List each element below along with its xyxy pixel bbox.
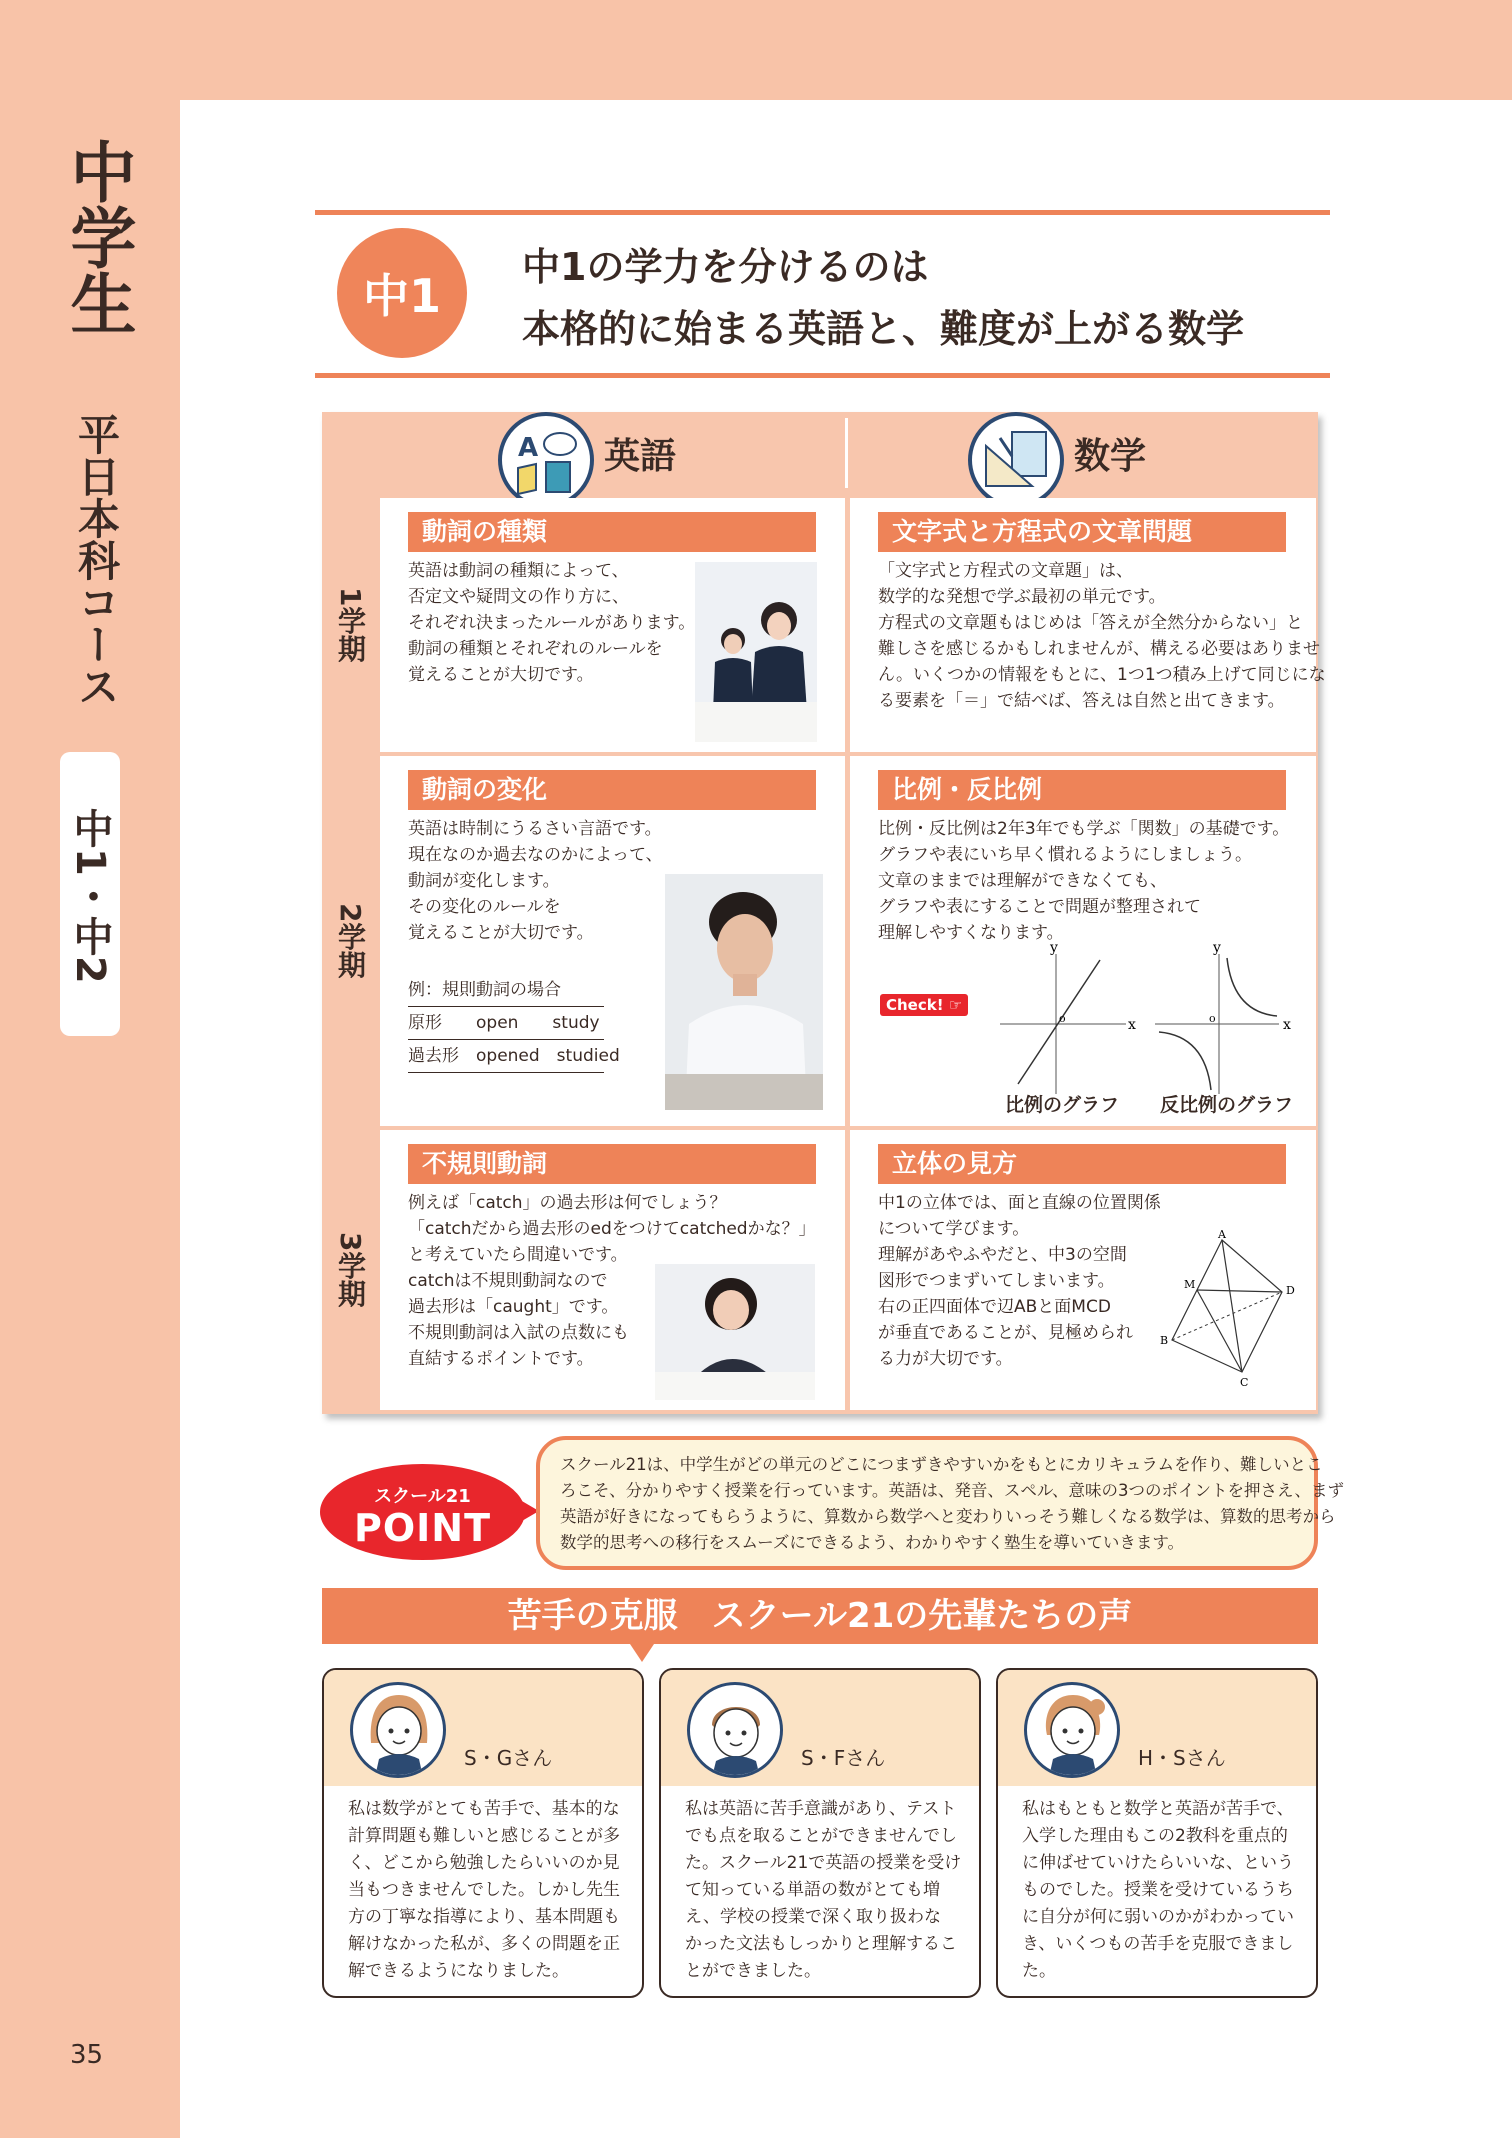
math-heading (968, 412, 1146, 494)
verb-row-past: 過去形 opened studied (408, 1040, 604, 1073)
vertex-c: C (1240, 1376, 1249, 1389)
graph2-origin: o (1209, 1012, 1216, 1025)
english-term1-cell (380, 498, 845, 752)
curriculum-table (322, 412, 1326, 1414)
english-term2-cell (380, 756, 845, 1126)
header-title-line2: 本格的に始まる英語と、難度が上がる数学 (522, 307, 1245, 351)
voice-card-header (324, 1670, 642, 1786)
graph1-origin: o (1059, 1012, 1066, 1025)
girl-avatar-icon (350, 1682, 446, 1778)
graph1-caption: 比例のグラフ (1005, 1094, 1120, 1116)
svg-text:A: A (518, 433, 539, 463)
math-term3-text: 中1の立体では、面と直線の位置関係 について学びます。 理解があやふやだと、中3の空間 図形でつまずいてしまいます。 右の正四面体で辺ABと面MCD が垂直であることが、見極められ る力が大切です。 (878, 1193, 1161, 1369)
english-term3-title: 不規則動詞 (408, 1144, 816, 1184)
english-heading (498, 412, 676, 494)
math-term3-cell (850, 1130, 1316, 1410)
english-term3-cell (380, 1130, 845, 1410)
math-term2-text: 比例・反比例は2年3年でも学ぶ「関数」の基礎です。 グラフや表にいち早く慣れるようにしましょう。 文章のままでは理解ができなくても、 グラフや表にすることで問題が整理されて 理解しやすくなります。 (878, 819, 1290, 943)
voice-card-text: 私は英語に苦手意識があり、テスト でも点を取ることができませんでし た。スクール21で英語の授業を受け て知っている単語の数がとても増 え、学校の授業で深く取り扱わな かった文法もしっかりと理解するこ とができました。 (685, 1799, 962, 1981)
english-term3-text: 例えば「catch」の過去形は何でしょう？ 「catchだから過去形のedをつけてcatchedかな？」 と考えていたら間違いです。 catchは不規則動詞なので 過去形は「caught」です。 不規則動詞は入試の点数にも 直結するポイントです。 (408, 1193, 816, 1369)
pointing-hand-icon: ☞ (948, 996, 963, 1014)
voice-card-name: S・Gさん (464, 1746, 553, 1770)
voice-card-name: H・Sさん (1138, 1746, 1226, 1770)
page-number: 35 (70, 2040, 104, 2070)
sidebar-grade-label: 中1・中2 (67, 808, 113, 984)
sidebar-title: 中学生 (59, 138, 136, 336)
term-label-1: 1学期 (334, 587, 367, 663)
vertex-b: B (1160, 1334, 1169, 1347)
tetrahedron-diagram (1152, 1230, 1302, 1390)
math-term1-text: 「文字式と方程式の文章題」は、 数学的な発想で学ぶ最初の単元です。 方程式の文章題もはじめは「答えが全然分からない」と 難しさを感じるかもしれませんが、構える必要はありませ ん。いくつかの情報をもとに、1つ1つ積み上げて同じにな る要素を「＝」で結べば、答えは自然と出てきます。 (878, 561, 1326, 711)
english-term1-text: 英語は動詞の種類によって、 否定文や疑問文の作り方に、 それぞれ決まったルールがあります。 動詞の種類とそれぞれのルールを 覚えることが大切です。 (408, 561, 696, 685)
header-top-rule (315, 210, 1330, 215)
sidebar-grade-badge (60, 752, 120, 1036)
check-badge (880, 994, 968, 1016)
proportion-graph (1000, 944, 1140, 1094)
point-text-box: スクール21は、中学生がどの単元のどこにつまずきやすいかをもとにカリキュラムを作り、難しいとこ ろこそ、分かりやすく授業を行っています。英語は、発音、スペル、意味の3つのポイントを押さえ、まず 英語が好きになってもらうように、算数から数学へと変わりいっそう難しくなる数学は、算数的思考から 数学的思考への移行をスムーズにできるよう、わかりやすく塾生を導いていきます。 (536, 1436, 1318, 1570)
verb-example-label: 例：規則動詞の場合 (408, 974, 604, 1007)
math-term3-title: 立体の見方 (878, 1144, 1286, 1184)
vertex-d: D (1286, 1284, 1295, 1297)
voice-card-header (661, 1670, 979, 1786)
voices-heading-tail (630, 1644, 654, 1662)
english-book-icon (498, 412, 594, 508)
math-ruler-icon (968, 412, 1064, 508)
girl-student-photo (655, 1264, 815, 1400)
inverse-proportion-graph (1155, 944, 1305, 1094)
math-term2-title: 比例・反比例 (878, 770, 1286, 810)
math-term2-cell (850, 756, 1316, 1126)
girl-avatar-icon (1024, 1682, 1120, 1778)
graph1-x: x (1128, 1017, 1136, 1033)
voice-card (322, 1668, 644, 1998)
verb-example-table (408, 974, 620, 1073)
boy-student-photo (665, 874, 823, 1110)
english-term2-title: 動詞の変化 (408, 770, 816, 810)
math-label: 数学 (1074, 435, 1147, 477)
graph2-caption: 反比例のグラフ (1160, 1094, 1294, 1116)
header-grade-badge: 中1 (337, 228, 467, 358)
voice-card (996, 1668, 1318, 1998)
point-badge-sub: スクール21 (374, 1486, 471, 1507)
voices-heading: 苦手の克服 スクール21の先輩たちの声 (322, 1588, 1318, 1644)
math-term1-cell (850, 498, 1326, 752)
graph1-y: y (1050, 944, 1058, 956)
voice-card-text: 私はもともと数学と英語が苦手で、 入学した理由もこの2教科を重点的 に伸ばせていけたらいいな、という ものでした。授業を受けているうち に自分が何に弱いのかがわかってい き、いくつもの苦手を克服できまし た。 (1022, 1799, 1294, 1981)
voice-card-header (998, 1670, 1316, 1786)
header-title (522, 236, 1244, 360)
math-term1-title: 文字式と方程式の文章問題 (878, 512, 1286, 552)
voice-card-text: 私は数学がとても苦手で、基本的な 計算問題も難しいと感じることが多 く、どこから勉強したらいいのか見 当もつきませんでした。しかし先生 方の丁寧な指導により、基本問題も 解けなかった私が、多くの問題を正 解できるようになりました。 (348, 1799, 620, 1981)
point-badge-main: POINT (353, 1506, 492, 1550)
voice-card (659, 1668, 981, 1998)
graph2-x: x (1283, 1017, 1291, 1033)
check-label: Check! (886, 996, 944, 1014)
header-title-line1: 中1の学力を分けるのは (522, 245, 929, 289)
sidebar-subtitle: 平日本科コース (72, 413, 121, 707)
vertex-m: M (1184, 1278, 1196, 1291)
boy-avatar-icon (687, 1682, 783, 1778)
verb-row-base: 原形 open study (408, 1007, 604, 1040)
header-bottom-rule (315, 373, 1330, 378)
students-photo (695, 562, 817, 742)
term-label-2: 2学期 (334, 903, 367, 979)
point-badge (320, 1464, 525, 1560)
english-label: 英語 (604, 435, 677, 477)
english-term2-text: 英語は時制にうるさい言語です。 現在なのか過去なのかによって、 動詞が変化します。 その変化のルールを 覚えることが大切です。 (408, 819, 663, 943)
heading-divider (845, 418, 848, 488)
voice-card-name: S・Fさん (801, 1746, 886, 1770)
term-label-3: 3学期 (334, 1232, 367, 1308)
graph2-y: y (1213, 944, 1221, 956)
english-term1-title: 動詞の種類 (408, 512, 816, 552)
vertex-a: A (1218, 1230, 1226, 1241)
